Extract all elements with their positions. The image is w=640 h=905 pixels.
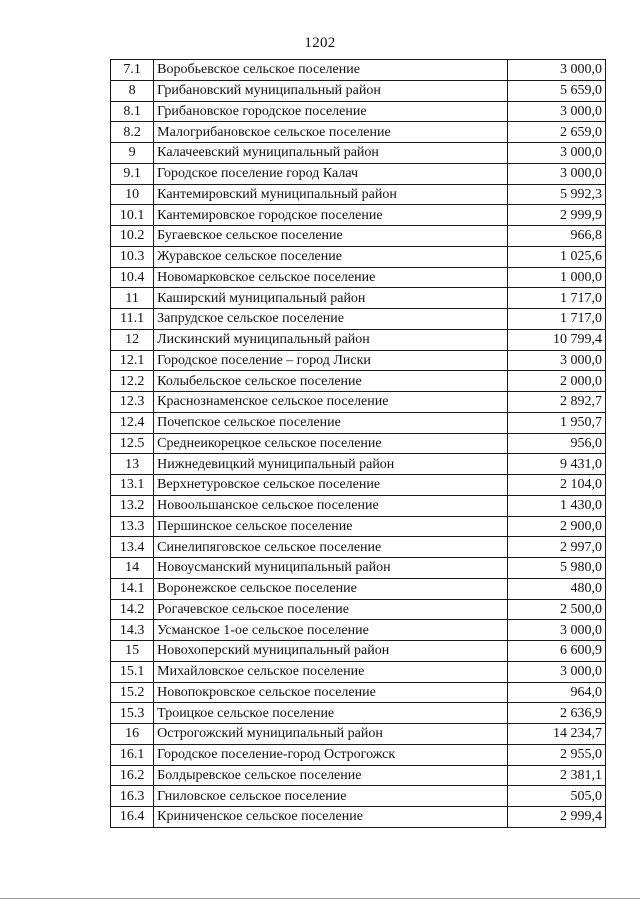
amount-cell: 2 636,9	[507, 703, 605, 724]
table-row	[111, 454, 606, 475]
municipality-name-cell: Колыбельское сельское поселение	[154, 371, 507, 392]
table-body	[111, 60, 606, 828]
table-row	[111, 288, 606, 309]
table-row	[111, 641, 606, 662]
municipality-name-cell: Кантемировское городское поселение	[154, 205, 507, 226]
municipality-name-cell: Новоусманский муниципальный район	[154, 558, 507, 579]
table-row	[111, 558, 606, 579]
municipality-name-cell: Новохоперский муниципальный район	[154, 641, 507, 662]
row-number-cell: 13.1	[111, 475, 154, 496]
table-row	[111, 309, 606, 330]
municipality-name-cell: Новопокровское сельское поселение	[154, 682, 507, 703]
row-number-cell: 12.3	[111, 392, 154, 413]
amount-cell: 14 234,7	[507, 724, 605, 745]
amount-cell: 5 980,0	[507, 558, 605, 579]
row-number-cell: 7.1	[111, 60, 154, 81]
row-number-cell: 10.3	[111, 246, 154, 267]
amount-cell: 2 104,0	[507, 475, 605, 496]
table-row	[111, 267, 606, 288]
municipality-name-cell: Криниченское сельское поселение	[154, 807, 507, 828]
municipality-name-cell: Синелипяговское сельское поселение	[154, 537, 507, 558]
amount-cell: 2 500,0	[507, 599, 605, 620]
row-number-cell: 16.3	[111, 786, 154, 807]
municipality-name-cell: Кантемировский муниципальный район	[154, 184, 507, 205]
table-row	[111, 392, 606, 413]
amount-cell: 1 717,0	[507, 309, 605, 330]
amount-cell: 3 000,0	[507, 661, 605, 682]
table-row	[111, 744, 606, 765]
row-number-cell: 15.3	[111, 703, 154, 724]
amount-cell: 2 999,9	[507, 205, 605, 226]
amount-cell: 3 000,0	[507, 350, 605, 371]
row-number-cell: 16	[111, 724, 154, 745]
table-row	[111, 495, 606, 516]
amount-cell: 6 600,9	[507, 641, 605, 662]
amount-cell: 966,8	[507, 226, 605, 247]
row-number-cell: 15.2	[111, 682, 154, 703]
row-number-cell: 14.3	[111, 620, 154, 641]
table-row	[111, 620, 606, 641]
amount-cell: 1 025,6	[507, 246, 605, 267]
municipality-name-cell: Болдыревское сельское поселение	[154, 765, 507, 786]
table-row	[111, 80, 606, 101]
table-row	[111, 599, 606, 620]
page-number: 1202	[304, 35, 336, 51]
table-row	[111, 60, 606, 81]
row-number-cell: 12.2	[111, 371, 154, 392]
table-row	[111, 184, 606, 205]
row-number-cell: 10.4	[111, 267, 154, 288]
municipality-name-cell: Михайловское сельское поселение	[154, 661, 507, 682]
row-number-cell: 8	[111, 80, 154, 101]
amount-cell: 3 000,0	[507, 101, 605, 122]
budget-allocation-table	[110, 59, 606, 828]
table-row	[111, 661, 606, 682]
row-number-cell: 8.2	[111, 122, 154, 143]
municipality-name-cell: Городское поселение город Калач	[154, 163, 507, 184]
table-row	[111, 578, 606, 599]
amount-cell: 2 955,0	[507, 744, 605, 765]
table-row	[111, 350, 606, 371]
table-row	[111, 205, 606, 226]
table-row	[111, 101, 606, 122]
row-number-cell: 9	[111, 143, 154, 164]
municipality-name-cell: Воронежское сельское поселение	[154, 578, 507, 599]
amount-cell: 2 000,0	[507, 371, 605, 392]
amount-cell: 3 000,0	[507, 60, 605, 81]
row-number-cell: 15.1	[111, 661, 154, 682]
table-row	[111, 765, 606, 786]
amount-cell: 1 430,0	[507, 495, 605, 516]
row-number-cell: 10	[111, 184, 154, 205]
municipality-name-cell: Воробьевское сельское поселение	[154, 60, 507, 81]
table-row	[111, 724, 606, 745]
municipality-name-cell: Малогрибановское сельское поселение	[154, 122, 507, 143]
row-number-cell: 10.1	[111, 205, 154, 226]
table-row	[111, 122, 606, 143]
table-row	[111, 807, 606, 828]
table-row	[111, 516, 606, 537]
row-number-cell: 14.2	[111, 599, 154, 620]
row-number-cell: 12.4	[111, 412, 154, 433]
amount-cell: 3 000,0	[507, 163, 605, 184]
table-row	[111, 703, 606, 724]
row-number-cell: 12.1	[111, 350, 154, 371]
municipality-name-cell: Гниловское сельское поселение	[154, 786, 507, 807]
table-row	[111, 786, 606, 807]
table-row	[111, 329, 606, 350]
table-row	[111, 226, 606, 247]
amount-cell: 2 900,0	[507, 516, 605, 537]
municipality-name-cell: Лискинский муниципальный район	[154, 329, 507, 350]
row-number-cell: 16.4	[111, 807, 154, 828]
amount-cell: 1 717,0	[507, 288, 605, 309]
row-number-cell: 14	[111, 558, 154, 579]
municipality-name-cell: Городское поселение-город Острогожск	[154, 744, 507, 765]
amount-cell: 10 799,4	[507, 329, 605, 350]
municipality-name-cell: Верхнетуровское сельское поселение	[154, 475, 507, 496]
amount-cell: 964,0	[507, 682, 605, 703]
municipality-name-cell: Среднеикорецкое сельское поселение	[154, 433, 507, 454]
municipality-name-cell: Калачеевский муниципальный район	[154, 143, 507, 164]
row-number-cell: 11.1	[111, 309, 154, 330]
amount-cell: 3 000,0	[507, 620, 605, 641]
amount-cell: 2 381,1	[507, 765, 605, 786]
amount-cell: 1 950,7	[507, 412, 605, 433]
municipality-name-cell: Рогачевское сельское поселение	[154, 599, 507, 620]
table-row	[111, 246, 606, 267]
amount-cell: 2 659,0	[507, 122, 605, 143]
municipality-name-cell: Острогожский муниципальный район	[154, 724, 507, 745]
table-row	[111, 412, 606, 433]
table-row	[111, 475, 606, 496]
municipality-name-cell: Грибановское городское поселение	[154, 101, 507, 122]
table-row	[111, 143, 606, 164]
municipality-name-cell: Новоольшанское сельское поселение	[154, 495, 507, 516]
municipality-name-cell: Грибановский муниципальный район	[154, 80, 507, 101]
municipality-name-cell: Бугаевское сельское поселение	[154, 226, 507, 247]
municipality-name-cell: Журавское сельское поселение	[154, 246, 507, 267]
row-number-cell: 13.4	[111, 537, 154, 558]
municipality-name-cell: Почепское сельское поселение	[154, 412, 507, 433]
row-number-cell: 9.1	[111, 163, 154, 184]
municipality-name-cell: Нижнедевицкий муниципальный район	[154, 454, 507, 475]
amount-cell: 505,0	[507, 786, 605, 807]
row-number-cell: 10.2	[111, 226, 154, 247]
amount-cell: 956,0	[507, 433, 605, 454]
municipality-name-cell: Новомарковское сельское поселение	[154, 267, 507, 288]
municipality-name-cell: Усманское 1-ое сельское поселение	[154, 620, 507, 641]
amount-cell: 5 659,0	[507, 80, 605, 101]
row-number-cell: 13	[111, 454, 154, 475]
amount-cell: 3 000,0	[507, 143, 605, 164]
table-row	[111, 163, 606, 184]
table-row	[111, 433, 606, 454]
amount-cell: 1 000,0	[507, 267, 605, 288]
table-row	[111, 682, 606, 703]
amount-cell: 2 999,4	[507, 807, 605, 828]
table-row	[111, 371, 606, 392]
row-number-cell: 15	[111, 641, 154, 662]
row-number-cell: 16.2	[111, 765, 154, 786]
row-number-cell: 8.1	[111, 101, 154, 122]
row-number-cell: 14.1	[111, 578, 154, 599]
row-number-cell: 16.1	[111, 744, 154, 765]
amount-cell: 2 892,7	[507, 392, 605, 413]
municipality-name-cell: Краснознаменское сельское поселение	[154, 392, 507, 413]
row-number-cell: 12.5	[111, 433, 154, 454]
municipality-name-cell: Першинское сельское поселение	[154, 516, 507, 537]
amount-cell: 2 997,0	[507, 537, 605, 558]
amount-cell: 480,0	[507, 578, 605, 599]
amount-cell: 9 431,0	[507, 454, 605, 475]
amount-cell: 5 992,3	[507, 184, 605, 205]
row-number-cell: 11	[111, 288, 154, 309]
municipality-name-cell: Троицкое сельское поселение	[154, 703, 507, 724]
table-row	[111, 537, 606, 558]
bottom-scan-edge	[0, 898, 640, 899]
row-number-cell: 12	[111, 329, 154, 350]
municipality-name-cell: Каширский муниципальный район	[154, 288, 507, 309]
municipality-name-cell: Городское поселение – город Лиски	[154, 350, 507, 371]
row-number-cell: 13.3	[111, 516, 154, 537]
municipality-name-cell: Запрудское сельское поселение	[154, 309, 507, 330]
row-number-cell: 13.2	[111, 495, 154, 516]
